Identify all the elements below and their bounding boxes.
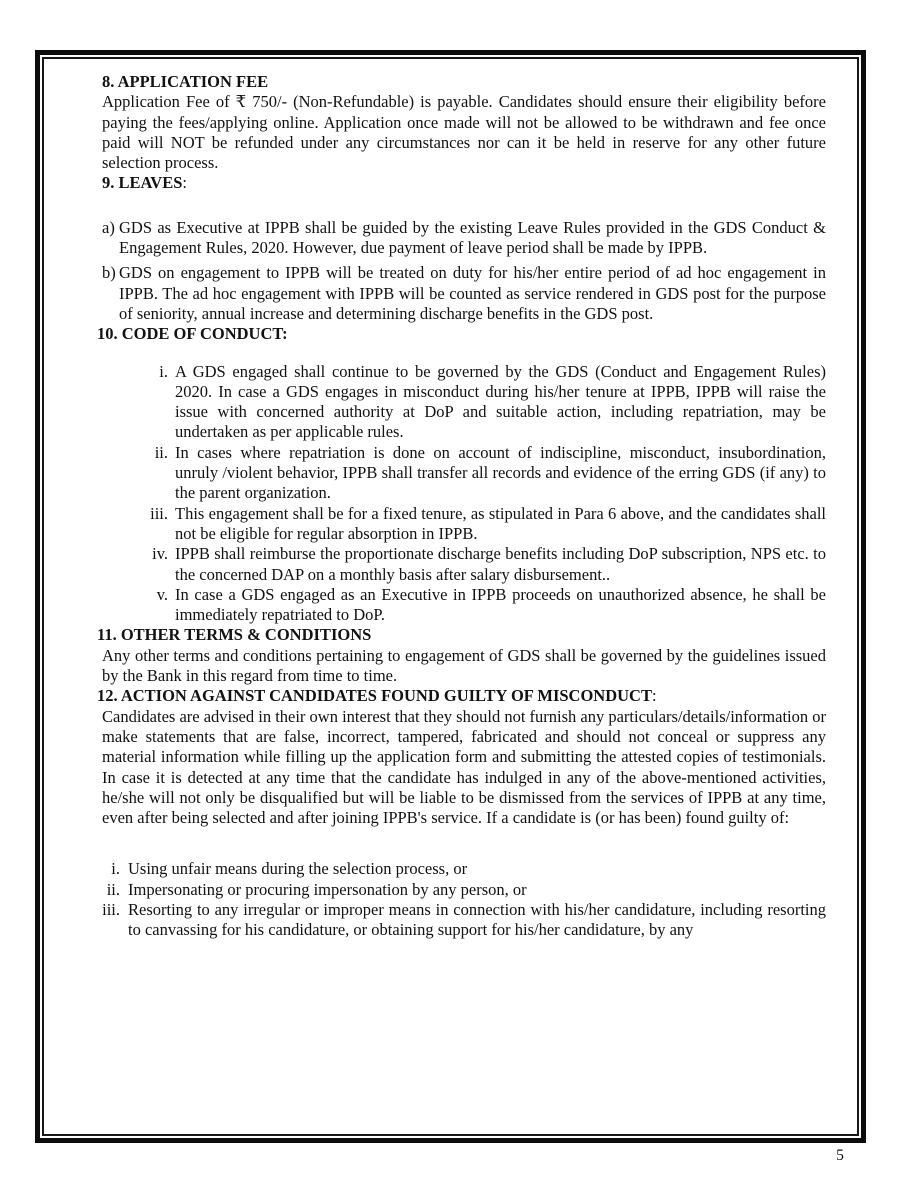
list-item (102, 585, 826, 626)
list-item-text: Impersonating or procuring impersonation by any person, or (128, 879, 527, 899)
heading-text: 11. OTHER TERMS & CONDITIONS (97, 625, 372, 645)
list-item (102, 504, 826, 545)
page-content (44, 59, 857, 1134)
list-item (102, 362, 826, 443)
section-action-against-misconduct (97, 686, 826, 940)
list-item (102, 443, 826, 504)
section-leaves (102, 173, 826, 324)
list-item-marker: v. (156, 584, 168, 604)
list-item-marker: i. (159, 361, 168, 381)
section-heading-misconduct (97, 686, 826, 706)
list-item (102, 859, 826, 879)
list-item (102, 263, 826, 324)
heading-text: 10. CODE OF CONDUCT: (97, 324, 288, 344)
other-terms-paragraph: Any other terms and conditions pertaining to engagement of GDS shall be governed by the guidelines issued by the Bank in this regard from time to time. (102, 645, 826, 686)
list-item-text: Using unfair means during the selection process, or (128, 859, 468, 879)
section-code-of-conduct (97, 324, 826, 625)
list-item-marker: iii. (102, 899, 120, 919)
code-of-conduct-list (102, 362, 826, 626)
section-heading-application-fee (102, 72, 826, 92)
list-item (102, 218, 826, 259)
list-item-marker: iv. (152, 544, 168, 564)
misconduct-paragraph: Candidates are advised in their own interest that they should not furnish any particulars/details/information or make statements that are false, incorrect, tampered, fabricated and should not conceal or suppress any material information while filling up the application form and submitting the attested copies of testimonials. In case it is detected at any time that the candidate has indulged in any of the above-mentioned activities, he/she will not only be disqualified but will be liable to be dismissed from the services of IPPB at any time, even after being selected and after joining IPPB's service. If a candidate is (or has been) found guilty of: (102, 706, 826, 828)
application-fee-paragraph: Application Fee of ₹ 750/- (Non-Refundable) is payable. Candidates should ensure their eligibility before paying the fees/applying online. Application once made will not be allowed to be withdrawn and fee once paid will NOT be refunded under any circumstances nor can it be held in reserve for any other future selection process. (102, 92, 826, 173)
list-item-marker: ii. (106, 879, 120, 899)
list-item-text: IPPB shall reimburse the proportionate discharge benefits including DoP subscription, NPS etc. to the concerned DAP on a monthly basis after salary disbursement.. (175, 544, 826, 584)
list-item-marker: b) (102, 263, 116, 283)
section-heading-code-of-conduct (97, 324, 826, 344)
list-item (102, 900, 826, 941)
heading-text: 12. ACTION AGAINST CANDIDATES FOUND GUILTY OF MISCONDUCT (97, 686, 652, 706)
section-other-terms (97, 625, 826, 686)
page-number: 5 (836, 1147, 844, 1164)
section-heading-leaves (102, 173, 826, 193)
section-application-fee (102, 72, 826, 173)
list-item-marker: i. (111, 859, 120, 879)
heading-colon: : (651, 686, 657, 706)
section-heading-other-terms (97, 625, 826, 645)
list-item (102, 544, 826, 585)
leaves-list (102, 218, 826, 324)
list-item-marker: iii. (150, 503, 168, 523)
document-border-frame (35, 50, 866, 1143)
list-item-marker: a) (102, 217, 115, 237)
heading-text: 9. LEAVES (102, 173, 183, 193)
list-item-text: Resorting to any irregular or improper means in connection with his/her candidature, including resorting to canvassing for his candidature, or obtaining support for his/her candidature, by any (128, 899, 826, 940)
list-item-text: In cases where repatriation is done on account of indiscipline, misconduct, insubordination, unruly /violent behavior, IPPB shall transfer all records and evidence of the erring GDS (if any) to the parent organization. (175, 442, 826, 503)
list-item-text: In case a GDS engaged as an Executive in IPPB proceeds on unauthorized absence, he shall be immediately repatriated to DoP. (175, 584, 826, 625)
list-item-text: GDS as Executive at IPPB shall be guided by the existing Leave Rules provided in the GDS Conduct & Engagement Rules, 2020. However, due payment of leave period shall be made by IPPB. (119, 217, 826, 258)
heading-text: 8. APPLICATION FEE (102, 72, 269, 91)
list-item-text: A GDS engaged shall continue to be governed by the GDS (Conduct and Engagement Rules) 2020. In case a GDS engages in misconduct during his/her tenure at IPPB, IPPB will raise the issue with concerned authority at DoP and suitable action, including repatriation, may be undertaken as per applicable rules. (175, 361, 826, 442)
document-inner-border (42, 57, 859, 1136)
heading-colon: : (182, 173, 187, 193)
list-item (102, 880, 826, 900)
list-item-marker: ii. (154, 442, 168, 462)
list-item-text: This engagement shall be for a fixed tenure, as stipulated in Para 6 above, and the candidates shall not be eligible for regular absorption in IPPB. (175, 503, 826, 543)
list-item-text: GDS on engagement to IPPB will be treated on duty for his/her entire period of ad hoc engagement in IPPB. The ad hoc engagement with IPPB will be counted as service rendered in GDS post for the purpose of seniority, annual increase and determining discharge benefits in the GDS post. (119, 263, 826, 323)
misconduct-list (102, 859, 826, 940)
